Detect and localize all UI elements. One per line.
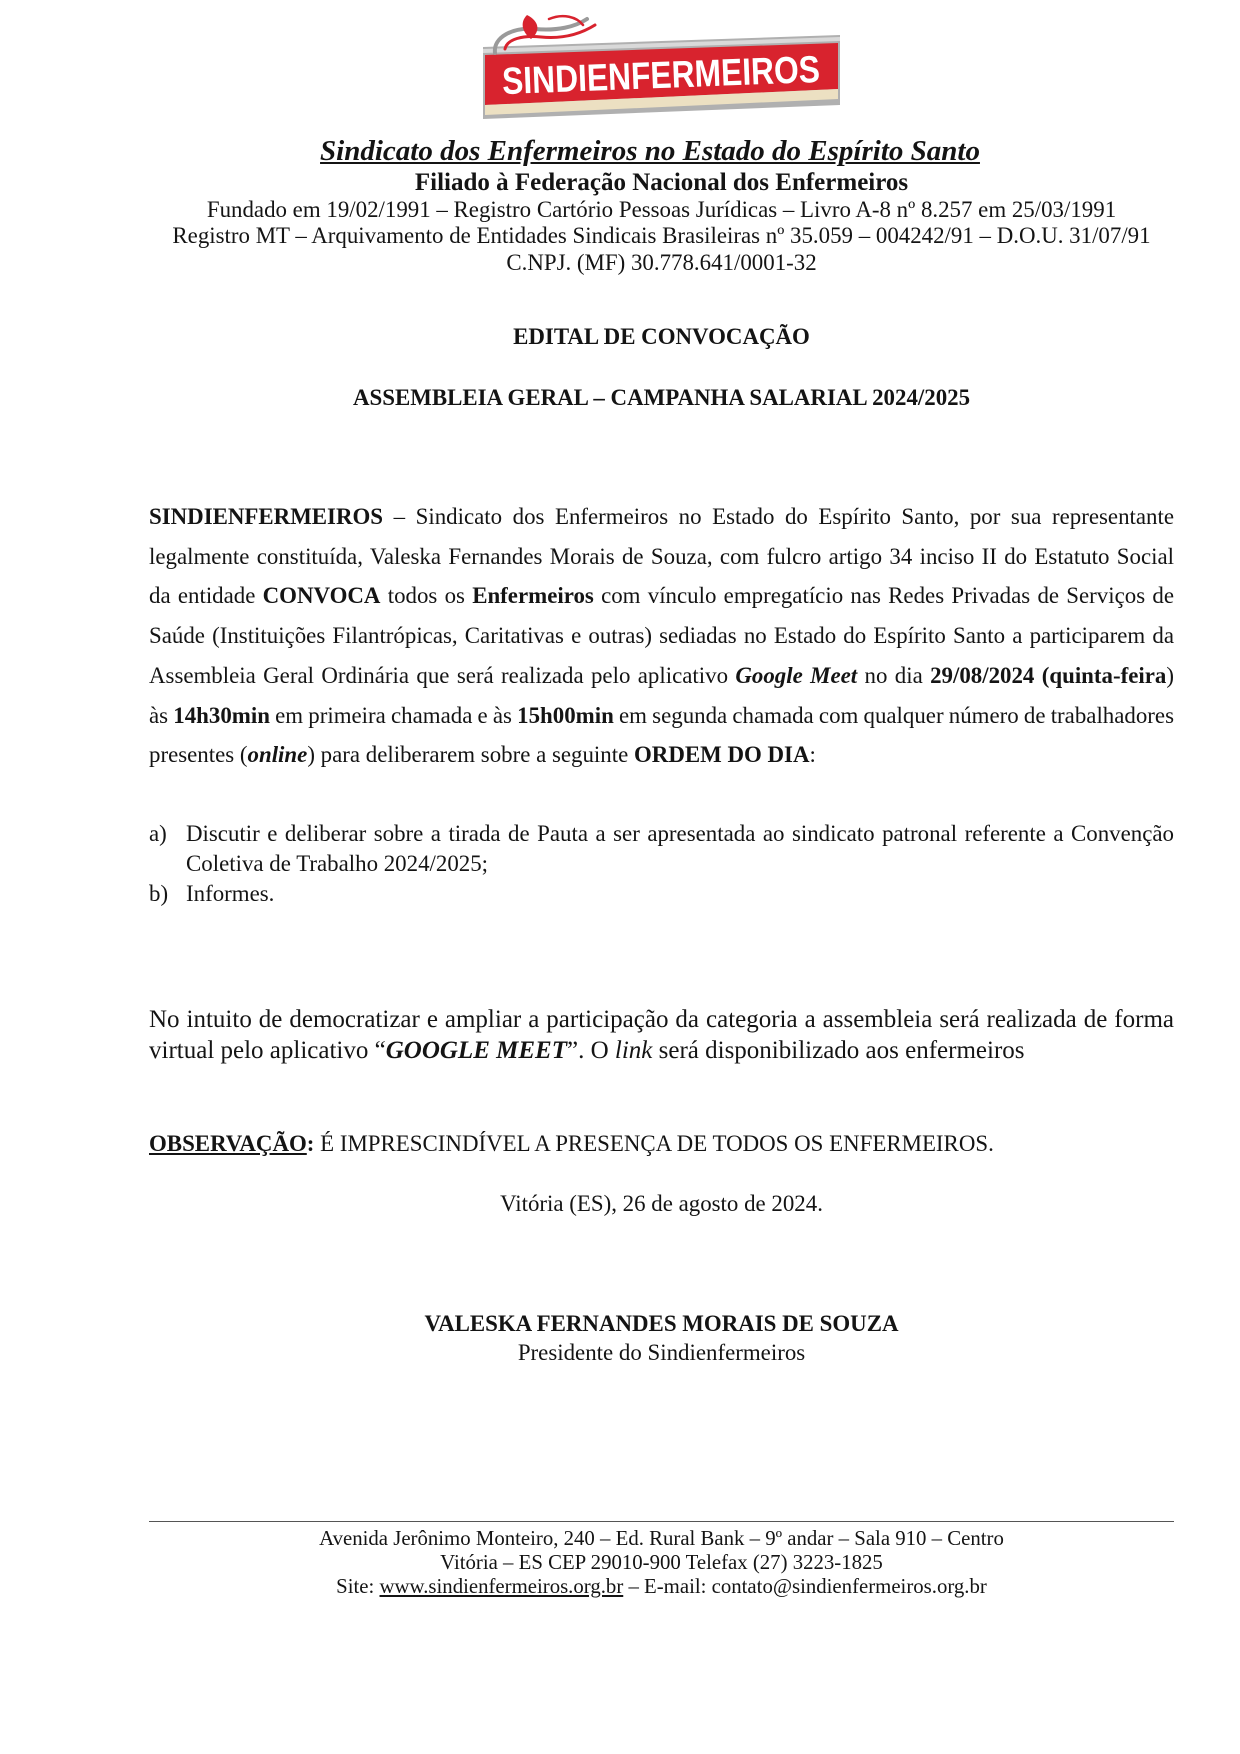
footer-city-contact: Vitória – ES CEP 29010-900 Telefax (27) 3223-1825 <box>440 1551 883 1574</box>
footer <box>149 1527 1174 1599</box>
text-run: ) para deliberarem sobre a seguinte <box>307 742 634 768</box>
paragraph-line <box>149 1035 1174 1066</box>
signatory-role: Presidente do Sindienfermeiros <box>517 1340 806 1365</box>
paragraph-line <box>149 537 1174 577</box>
agenda-list <box>149 819 1174 909</box>
text-run: em segunda chamada com qualquer número de trabalhadores <box>613 702 1174 728</box>
sindienfermeiros-logo <box>483 13 883 121</box>
text-run-bold: Enfermeiros <box>472 583 594 609</box>
footer-address: Avenida Jerônimo Monteiro, 240 – Ed. Rural Bank – 9º andar – Sala 910 – Centro <box>319 1527 1004 1550</box>
website-link[interactable]: www.sindienfermeiros.org.br <box>379 1575 624 1598</box>
agenda-line: Discutir e deliberar sobre a tirada de Pauta a ser apresentada ao sindicato patronal referente a Convenção <box>186 821 1174 846</box>
text-run: será disponibilizado aos enfermeiros <box>652 1037 1025 1065</box>
text-run: legalmente constituída, Valeska Fernandes Morais de Souza, com fulcro artigo 34 inciso II do Estatuto Social <box>149 543 1174 569</box>
paragraph-line <box>149 616 1174 656</box>
second-call-time: 15h00min <box>517 702 614 728</box>
paragraph-line <box>149 1004 1174 1035</box>
text-run: virtual pelo aplicativo “ <box>149 1037 386 1065</box>
observation-label: OBSERVAÇÃO <box>149 1131 307 1156</box>
agenda-item <box>149 879 1174 909</box>
convocation-paragraph <box>149 497 1174 775</box>
observation-line <box>149 1131 1174 1157</box>
observation-separator: : <box>306 1131 315 1156</box>
paragraph-line <box>149 696 1174 736</box>
agenda-line: Coletiva de Trabalho 2024/2025; <box>186 851 489 876</box>
logo-text: SINDIENFERMEIROS <box>501 46 883 104</box>
affiliation-line: Filiado à Federação Nacional dos Enfermeiros <box>414 169 909 196</box>
paragraph-line <box>149 656 1174 696</box>
agenda-line: Informes. <box>186 881 275 906</box>
paragraph-line <box>149 497 1174 537</box>
text-run: ) <box>1166 662 1174 688</box>
notice-subtitle: ASSEMBLEIA GERAL – CAMPANHA SALARIAL 2024/2025 <box>352 385 971 410</box>
text-run-bold-italic: online <box>247 742 308 768</box>
app-name: GOOGLE MEET <box>385 1037 567 1065</box>
agenda-item <box>149 819 1174 879</box>
app-name: Google Meet <box>735 662 858 688</box>
text-run: presentes ( <box>149 742 248 768</box>
text-run: Assembleia Geral Ordinária que será realizada pelo aplicativo <box>149 662 736 688</box>
text-run: no dia <box>857 662 931 688</box>
list-marker: a) <box>149 821 167 846</box>
union-name-title: Sindicato dos Enfermeiros no Estado do Espírito Santo <box>320 135 980 167</box>
logo-graphic <box>483 13 883 121</box>
agenda-heading: ORDEM DO DIA <box>634 742 810 768</box>
text-run-italic: link <box>614 1037 653 1065</box>
online-meeting-paragraph <box>149 1004 1174 1067</box>
text-run: às <box>149 702 174 728</box>
paragraph-line <box>149 576 1174 616</box>
place-date: Vitória (ES), 26 de agosto de 2024. <box>500 1191 823 1216</box>
registry-line: Registro MT – Arquivamento de Entidades Sindicais Brasileiras nº 35.059 – 004242/91 – D.O.U. 31/07/91 <box>172 223 1151 248</box>
signatory-name: VALESKA FERNANDES MORAIS DE SOUZA <box>424 1311 899 1336</box>
footer-web-contact <box>149 1575 1174 1599</box>
cnpj-line: C.NPJ. (MF) 30.778.641/0001-32 <box>506 250 817 275</box>
text-run-bold: CONVOCA <box>262 583 381 609</box>
text-run: da entidade <box>149 583 263 609</box>
notice-title: EDITAL DE CONVOCAÇÃO <box>513 324 810 349</box>
text-run: todos os <box>380 583 473 609</box>
meeting-date: 29/08/2024 (quinta-feira <box>930 662 1167 688</box>
email-address: contato@sindienfermeiros.org.br <box>711 1575 987 1598</box>
list-marker: b) <box>149 881 169 906</box>
footer-divider <box>149 1521 1174 1522</box>
text-run: – Sindicato dos Enfermeiros no Estado do Espírito Santo, por sua representante <box>383 504 1174 529</box>
first-call-time: 14h30min <box>173 702 270 728</box>
email-label: – E-mail: <box>623 1575 712 1598</box>
text-run: Saúde (Instituições Filantrópicas, Caritativas e outras) sediadas no Estado do Espírito Santo a participarem da <box>149 623 1174 649</box>
paragraph-line <box>149 735 1174 775</box>
text-run: ”. O <box>566 1037 615 1065</box>
observation-text: É IMPRESCINDÍVEL A PRESENÇA DE TODOS OS ENFERMEIROS. <box>314 1131 994 1156</box>
union-acronym: SINDIENFERMEIROS <box>149 504 384 529</box>
text-run: com vínculo empregatício nas Redes Privadas de Serviços de <box>593 583 1174 609</box>
site-label: Site: <box>336 1575 380 1598</box>
text-run: No intuito de democratizar e ampliar a participação da categoria a assembleia será realizada de forma <box>149 1006 1174 1033</box>
text-run: em primeira chamada e às <box>269 702 518 728</box>
text-run: : <box>809 742 816 768</box>
founded-line: Fundado em 19/02/1991 – Registro Cartório Pessoas Jurídicas – Livro A-8 nº 8.257 em 25/03/1991 <box>206 197 1117 222</box>
